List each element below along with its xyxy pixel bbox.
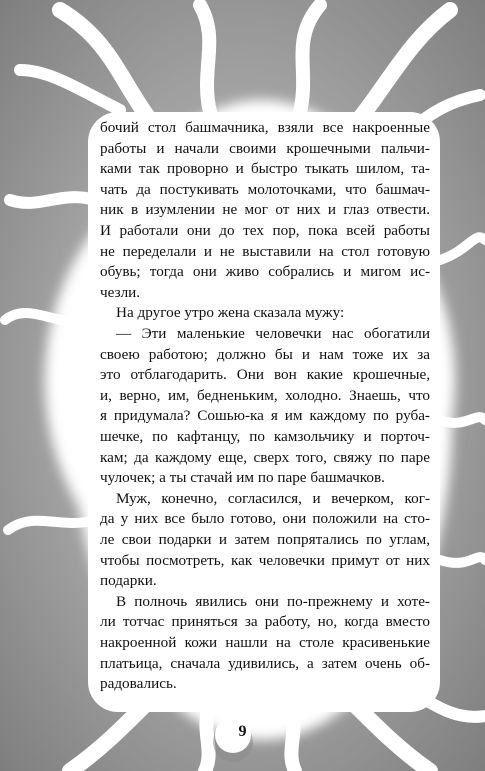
text-line: Муж, конечно, согласился, и вечерком, ког- — [116, 489, 430, 507]
text-line: ками так проворно и быстро тыкать шилом, та- — [100, 160, 430, 178]
text-line: И работали они до тех пор, пока всей работы — [100, 222, 430, 239]
page-text — [100, 118, 430, 708]
text-line: обувь; тогда они живо собрались и мигом ис- — [100, 263, 430, 281]
text-line: работы и начали своими крошечными пальчи- — [100, 139, 430, 157]
text-line: чезли. — [100, 283, 141, 301]
text-line: ли тотчас приняться за работу, но, когда вместо — [100, 613, 430, 631]
text-line: На другое утро жена сказала мужу: — [116, 304, 345, 322]
text-line: шечке, по кафтанцу, по камзольчику и порточ- — [100, 428, 430, 445]
text-line: ник в изумлении не мог от них и глаз отвести. — [100, 201, 430, 219]
text-line: и, верно, им, бедненьким, холодно. Знаешь, что — [100, 386, 430, 404]
text-line: В полночь явились они по-прежнему и хоте- — [116, 592, 430, 610]
text-line: бочий стол башмачника, взяли все накроенные — [100, 119, 430, 136]
text-line: ле свои подарки и затем попрятались по углам, — [100, 531, 430, 548]
text-line: — Эти маленькие человечки нас обогатили — [116, 325, 430, 342]
text-line: чать да постукивать молоточками, что башмач- — [100, 180, 430, 198]
text-line: чулочек; а ты стачай им по паре башмачков. — [100, 469, 385, 487]
text-line: подарки. — [100, 572, 157, 590]
text-line: платьица, сначала удивились, а затем очень об- — [100, 654, 430, 672]
text-line: накроенной кожи нашли на столе красивенькие — [100, 634, 430, 651]
text-line: да у них все было готово, они положили на сто- — [100, 510, 430, 528]
page-number: 9 — [238, 723, 247, 740]
text-line: кам; да каждому еще, сверх того, свяжу по паре — [100, 448, 430, 466]
text-line: своею работою; должно бы и нам тоже их за — [100, 345, 430, 363]
text-line: это отблагодарить. Они вон какие крошечные, — [100, 366, 430, 384]
text-line: радовались. — [100, 675, 177, 693]
text-line: я придумала? Сошью-ка я им каждому по руба- — [100, 407, 430, 425]
text-line: чтобы посмотреть, как человечки примут от них — [100, 551, 430, 569]
text-line: не переделали и не выставили на стол готовую — [100, 242, 430, 260]
